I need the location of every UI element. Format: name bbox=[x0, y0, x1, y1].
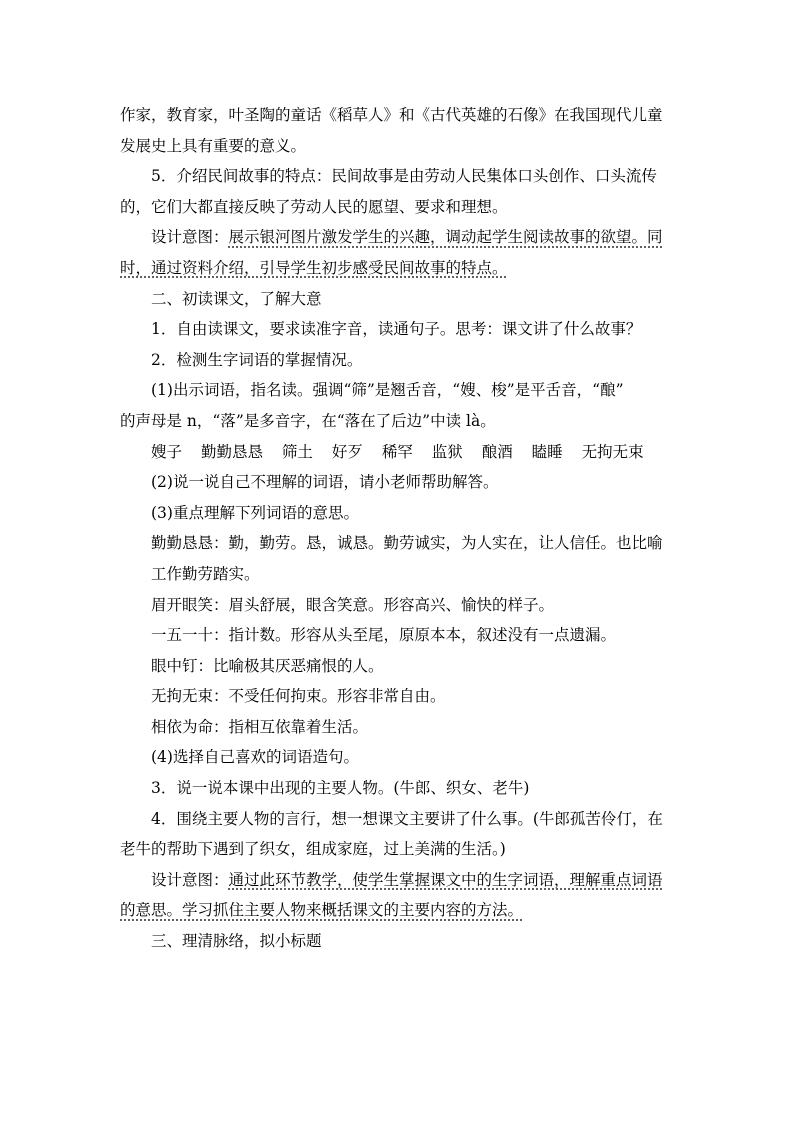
vocab-word: 稀罕 bbox=[381, 442, 413, 461]
design-intent-label: 设计意图： bbox=[151, 870, 229, 889]
text-line: 的声母是 n，“落”是多音字，在“落在了后边”中读 là。 bbox=[120, 411, 496, 430]
text-line: 工作勤劳踏实。 bbox=[151, 564, 260, 583]
sub-item-2: (2)说一说自己不理解的词语，请小老师帮助解答。 bbox=[151, 473, 499, 492]
document-body bbox=[120, 100, 676, 957]
design-intent-text: 通过此环节教学，使学生掌握课文中的生字词语，理解重点词语 bbox=[228, 870, 663, 889]
design-intent-text: 时，通过资料介绍，引导学生初步感受民间故事的特点。 bbox=[120, 258, 508, 277]
design-intent-continued bbox=[120, 895, 676, 926]
definition-meikai: 眉开眼笑：眉头舒展，眼含笑意。形容高兴、愉快的样子。 bbox=[151, 595, 555, 614]
vocab-word: 勤勤恳恳 bbox=[200, 442, 263, 461]
design-intent-1 bbox=[120, 222, 676, 253]
vocab-word: 瞌睡 bbox=[531, 442, 563, 461]
definition-xiangyi: 相依为命：指相互依靠着生活。 bbox=[151, 717, 369, 736]
vocab-word: 嫂子 bbox=[151, 442, 183, 461]
list-item-2: 2．检测生字词语的掌握情况。 bbox=[151, 350, 363, 369]
definition-qinqin: 勤勤恳恳：勤，勤劳。恳，诚恳。勤劳诚实，为人实在，让人信任。也比喻 bbox=[151, 534, 663, 553]
sub-item-3: (3)重点理解下列词语的意思。 bbox=[151, 503, 359, 522]
text-line: 的，它们大都直接反映了劳动人民的愿望、要求和理想。 bbox=[120, 197, 508, 216]
list-item-4: 4．围绕主要人物的言行，想一想课文主要讲了什么事。(牛郎孤苦伶仃，在 bbox=[151, 809, 663, 828]
text-line: 作家，教育家，叶圣陶的童话《稻草人》和《古代英雄的石像》在我国现代儿童 bbox=[120, 106, 663, 124]
design-intent-continued bbox=[120, 253, 676, 284]
definition-wuju: 无拘无束：不受任何拘束。形容非常自由。 bbox=[151, 687, 446, 706]
section-heading-3: 三、理清脉络，拟小标题 bbox=[151, 932, 322, 951]
design-intent-text: 展示银河图片激发学生的兴趣，调动起学生阅读故事的欲望。同 bbox=[228, 228, 663, 247]
sub-item-4: (4)选择自己喜欢的词语造句。 bbox=[151, 748, 359, 767]
vocab-word: 好歹 bbox=[331, 442, 363, 461]
vocab-word: 酿酒 bbox=[481, 442, 513, 461]
definition-yiwu: 一五一十：指计数。形容从头至尾，原原本本，叙述没有一点遗漏。 bbox=[151, 626, 617, 645]
vocab-word: 筛土 bbox=[281, 442, 313, 461]
design-intent-2 bbox=[120, 865, 676, 896]
vocab-word: 无拘无束 bbox=[581, 442, 644, 461]
design-intent-label: 设计意图： bbox=[151, 228, 229, 247]
sub-item-1: (1)出示词语，指名读。强调“筛”是翘舌音，“嫂、梭”是平舌音，“酿” bbox=[151, 381, 624, 400]
list-item-1: 1．自由读课文，要求读准字音，读通句子。思考：课文讲了什么故事？ bbox=[151, 320, 642, 339]
vocab-word: 监狱 bbox=[431, 442, 463, 461]
list-item-3: 3．说一说本课中出现的主要人物。(牛郎、织女、老牛) bbox=[151, 779, 530, 798]
text-line: 发展史上具有重要的意义。 bbox=[120, 136, 307, 155]
list-item-5: 5．介绍民间故事的特点：民间故事是由劳动人民集体口头创作、口头流传 bbox=[151, 167, 657, 186]
definition-yanzhong: 眼中钉：比喻极其厌恶痛恨的人。 bbox=[151, 656, 384, 675]
text-line: 老牛的帮助下遇到了织女，组成家庭，过上美满的生活。) bbox=[120, 840, 506, 859]
section-heading-2: 二、初读课文，了解大意 bbox=[151, 289, 322, 308]
vocab-list bbox=[120, 437, 676, 468]
design-intent-text: 的意思。学习抓住主要人物来概括课文的主要内容的方法。 bbox=[120, 901, 524, 920]
